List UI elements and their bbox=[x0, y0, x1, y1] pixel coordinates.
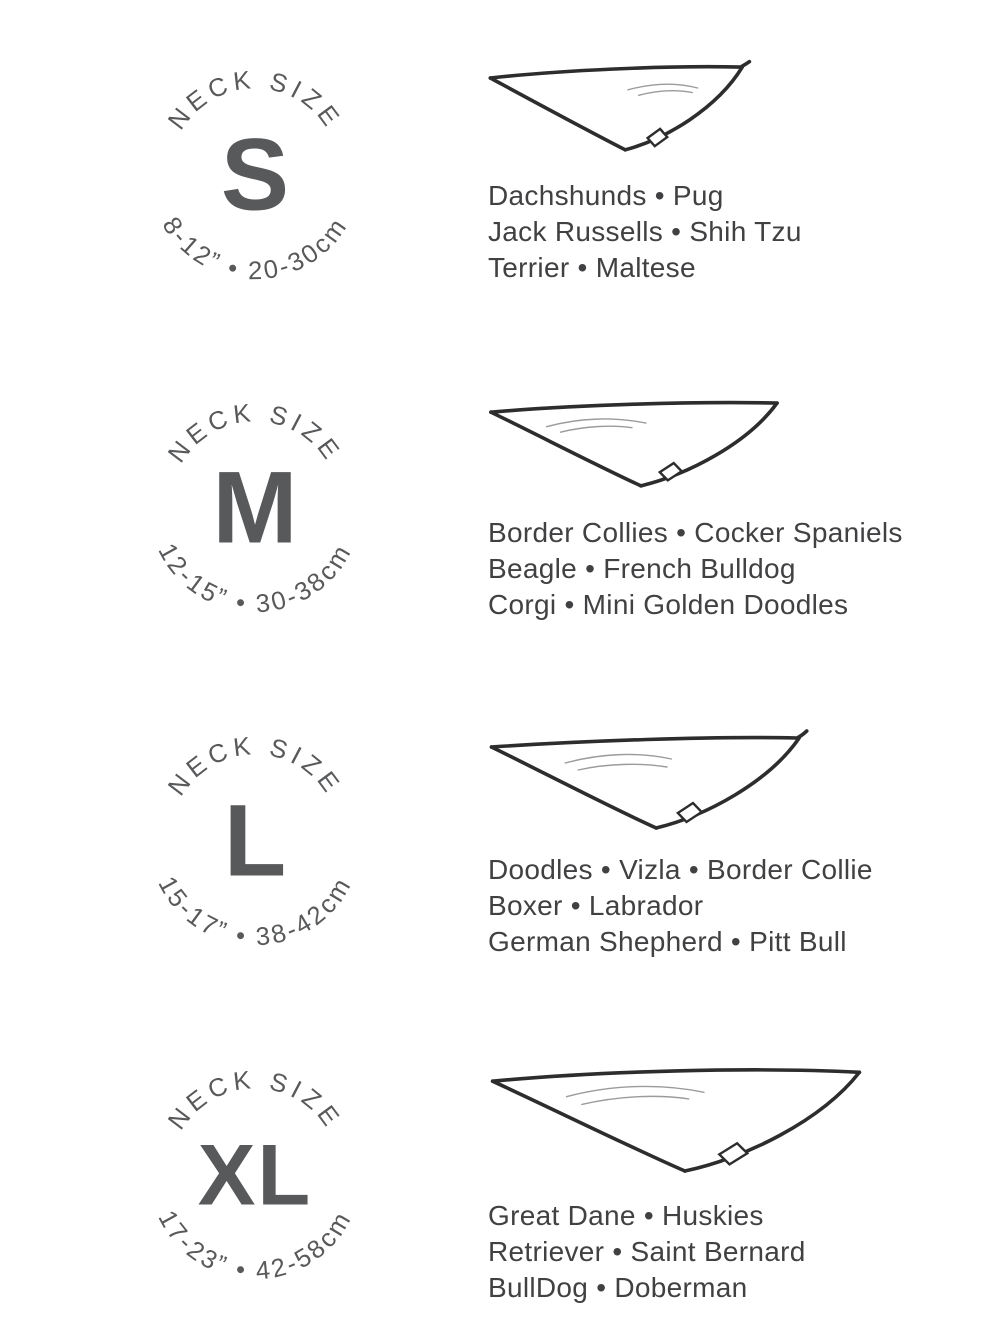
size-letter: M bbox=[212, 449, 298, 565]
breed-line: Retriever • Saint Bernard bbox=[488, 1236, 806, 1267]
breed-list-xl bbox=[488, 1198, 806, 1306]
bandana-illustration-m bbox=[485, 394, 783, 494]
size-badge-graphic bbox=[137, 721, 373, 957]
breed-line: German Shepherd • Pitt Bull bbox=[488, 926, 847, 957]
size-range-label: 12-15” • 30-38cm bbox=[152, 538, 358, 619]
breed-line: Dachshunds • Pug bbox=[488, 180, 724, 211]
bandana-illustration-s bbox=[485, 58, 753, 158]
size-row-l bbox=[0, 711, 1000, 1041]
size-badge-graphic bbox=[137, 1055, 373, 1291]
neck-size-arc-label: NECK SIZE bbox=[162, 1065, 348, 1135]
size-badge-s bbox=[137, 55, 373, 291]
size-range-label: 8-12” • 20-30cm bbox=[156, 211, 354, 286]
breed-line: BullDog • Doberman bbox=[488, 1272, 748, 1303]
size-badge-l bbox=[137, 721, 373, 957]
breed-line: Doodles • Vizla • Border Collie bbox=[488, 854, 873, 885]
size-letter: XL bbox=[197, 1127, 313, 1224]
size-badge-m bbox=[137, 388, 373, 624]
breed-list-l bbox=[488, 852, 873, 960]
breed-line: Boxer • Labrador bbox=[488, 890, 704, 921]
size-letter: S bbox=[220, 116, 290, 232]
breed-line: Beagle • French Bulldog bbox=[488, 553, 796, 584]
neck-size-arc-label: NECK SIZE bbox=[162, 398, 348, 468]
breed-line: Corgi • Mini Golden Doodles bbox=[488, 589, 849, 620]
neck-size-arc-label: NECK SIZE bbox=[162, 65, 348, 135]
size-row-s bbox=[0, 45, 1000, 375]
bandana-illustration-xl bbox=[485, 1059, 867, 1181]
breed-line: Jack Russells • Shih Tzu bbox=[488, 216, 802, 247]
size-letter: L bbox=[223, 782, 287, 898]
size-range-label: 15-17” • 38-42cm bbox=[152, 871, 358, 952]
bandana-illustration-l bbox=[485, 727, 810, 837]
breed-line: Terrier • Maltese bbox=[488, 252, 696, 283]
breed-list-m bbox=[488, 515, 903, 623]
breed-line: Great Dane • Huskies bbox=[488, 1200, 764, 1231]
size-row-xl bbox=[0, 1045, 1000, 1333]
breed-list-s bbox=[488, 178, 802, 286]
size-range-label: 17-23” • 42-58cm bbox=[152, 1205, 358, 1286]
breed-line: Border Collies • Cocker Spaniels bbox=[488, 517, 903, 548]
neck-size-arc-label: NECK SIZE bbox=[162, 731, 348, 801]
size-badge-xl bbox=[137, 1055, 373, 1291]
size-badge-graphic bbox=[137, 55, 373, 291]
size-badge-graphic bbox=[137, 388, 373, 624]
size-row-m bbox=[0, 378, 1000, 708]
